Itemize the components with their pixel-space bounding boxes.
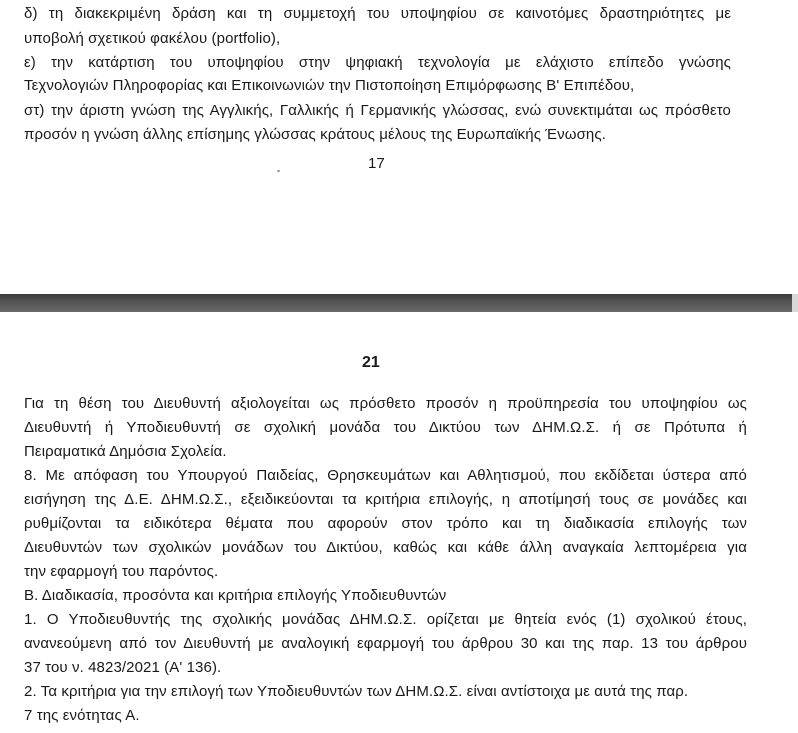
document-page-top (0, 0, 798, 294)
paragraph-line: ανανεούμενη από τον Διευθυντή με αναλογική εφαρμογή του άρθρου 30 και της παρ. 13 του άρθρου (24, 635, 747, 652)
paragraph-line: 37 του ν. 4823/2021 (Α' 136). (24, 659, 222, 676)
page-separator (0, 294, 798, 312)
document-page-bottom (0, 312, 798, 733)
paragraph-line: δ) τη διακεκριμένη δράση και τη συμμετοχή του υποψηφίου σε καινοτόμες δραστηριότητες με (24, 5, 731, 22)
paragraph-line: 1. Ο Υποδιευθυντής της σχολικής μονάδας ΔΗΜ.Ω.Σ. ορίζεται με θητεία ενός (1) σχολικού έτους, (24, 611, 747, 628)
paragraph-line: Πειραματικά Δημόσια Σχολεία. (24, 443, 227, 460)
page-separator-edge (792, 294, 798, 312)
section-heading: Β. Διαδικασία, προσόντα και κριτήρια επιλογής Υποδιευθυντών (24, 587, 447, 604)
paragraph-line: εισήγηση της Δ.Ε. ΔΗΜ.Ω.Σ., εξειδικεύονται τα κριτήρια επιλογής, η αποτίμησή τους σε μονάδες και (24, 491, 747, 508)
paragraph-line: Διευθυντή ή Υποδιευθυντή σε σχολική μονάδα του Δικτύου των ΔΗΜ.Ω.Σ. ή σε Πρότυπα ή (24, 419, 747, 436)
paragraph-line: προσόν η γνώση άλλης επίσημης γλώσσας κράτους μέλους της Ευρωπαϊκής Ένωσης. (24, 126, 606, 143)
paragraph-line: Για τη θέση του Διευθυντή αξιολογείται ως πρόσθετο προσόν η προϋπηρεσία του υποψηφίου ως (24, 395, 747, 412)
paragraph-line: στ) την άριστη γνώση της Αγγλικής, Γαλλικής ή Γερμανικής γλώσσας, ενώ συνεκτιμάται ως πρόσθετο (24, 102, 731, 119)
page-number: 21 (362, 354, 380, 371)
page-number: 17 (368, 155, 385, 172)
paragraph-line: 2. Τα κριτήρια για την επιλογή των Υποδιευθυντών των ΔΗΜ.Ω.Σ. είναι αντίστοιχα με αυτά της παρ. (24, 683, 689, 700)
scan-artifact (277, 170, 280, 172)
paragraph-line: 7 της ενότητας Α. (24, 707, 140, 724)
paragraph-line: ρυθμίζονται τα ειδικότερα θέματα που αφορούν στον τρόπο και τη διαδικασία επιλογής των (24, 515, 747, 532)
paragraph-line: την εφαρμογή του παρόντος. (24, 563, 219, 580)
paragraph-line: υποβολή σχετικού φακέλου (portfolio), (24, 30, 281, 47)
paragraph-line: Διευθυντών των σχολικών μονάδων του Δικτύου, καθώς και κάθε άλλη αναγκαία λεπτομέρεια για (24, 539, 747, 556)
paragraph-line: ε) την κατάρτιση του υποψηφίου στην ψηφιακή τεχνολογία με ελάχιστο επίπεδο γνώσης (24, 54, 731, 71)
paragraph-line: Τεχνολογιών Πληροφορίας και Επικοινωνιών την Πιστοποίηση Επιμόρφωσης Β' Επιπέδου, (24, 77, 635, 94)
paragraph-line: 8. Με απόφαση του Υπουργού Παιδείας, Θρησκευμάτων και Αθλητισμού, που εκδίδεται ύστερα από (24, 467, 747, 484)
